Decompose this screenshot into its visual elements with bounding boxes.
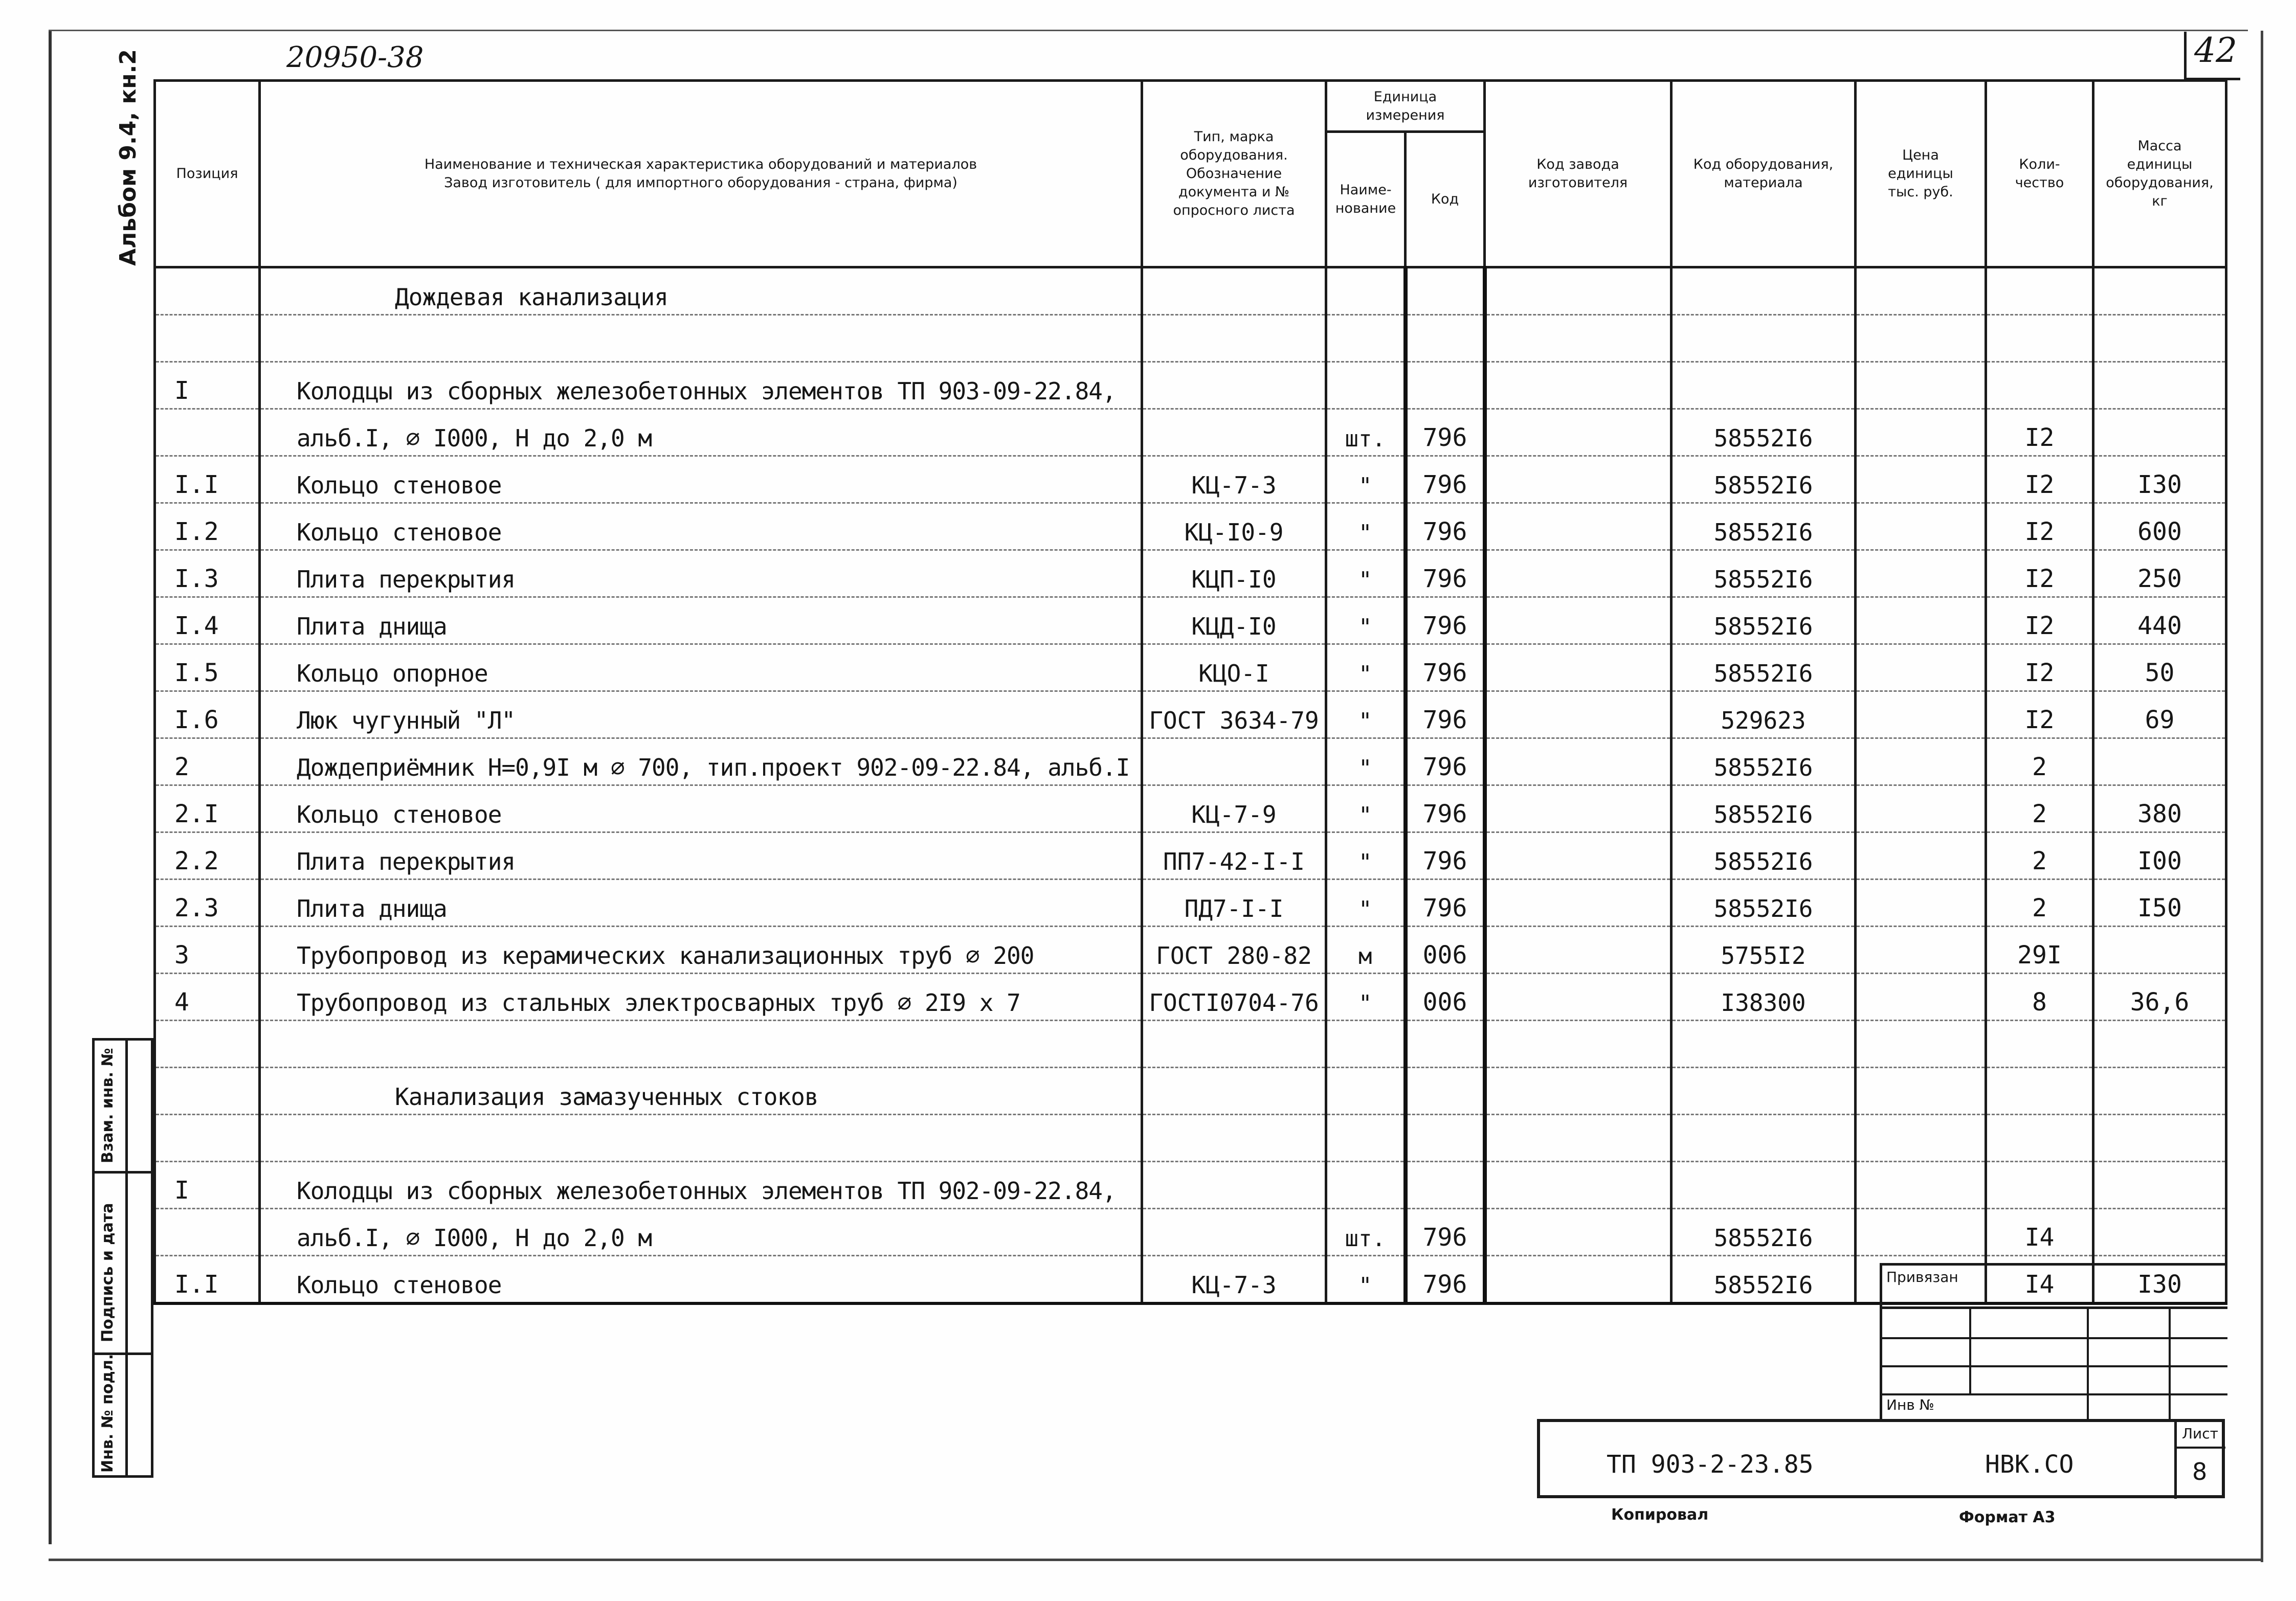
row-unit-name: шт.	[1326, 1209, 1406, 1256]
row-manufacturer-code	[1485, 550, 1671, 597]
table-row	[155, 927, 2226, 974]
row-mass	[2093, 1162, 2226, 1209]
row-equipment-code: 58552I6	[1671, 880, 1856, 927]
row-quantity: I2	[1986, 503, 2093, 550]
col-header-unit-name: Наиме- нование	[1326, 132, 1406, 267]
row-mass	[2093, 1209, 2226, 1256]
row-manufacturer-code	[1485, 1068, 1671, 1115]
row-type: КЦ-7-3	[1142, 1256, 1326, 1304]
row-name: Люк чугунный "Л"	[260, 691, 1142, 738]
sheet-number-handwritten: 42	[2194, 31, 2237, 70]
row-type: ГОСТ 3634-79	[1142, 691, 1326, 738]
table-row	[155, 974, 2226, 1021]
row-manufacturer-code	[1485, 1115, 1671, 1162]
row-quantity: I2	[1986, 691, 2093, 738]
row-name: Плита днища	[260, 880, 1142, 927]
row-equipment-code	[1671, 267, 1856, 315]
row-unit-name: "	[1326, 738, 1406, 785]
row-mass: 440	[2093, 597, 2226, 644]
row-unit-name: м	[1326, 927, 1406, 974]
row-manufacturer-code	[1485, 1209, 1671, 1256]
row-name: Плита перекрытия	[260, 550, 1142, 597]
row-equipment-code: 58552I6	[1671, 738, 1856, 785]
row-position	[155, 409, 260, 456]
row-mass: I30	[2093, 456, 2226, 503]
row-position	[155, 1115, 260, 1162]
outer-border-left	[49, 31, 52, 1544]
row-quantity	[1986, 362, 2093, 409]
row-mass: 36,6	[2093, 974, 2226, 1021]
row-price	[1856, 503, 1986, 550]
row-manufacturer-code	[1485, 409, 1671, 456]
row-unit-code: 796	[1406, 456, 1485, 503]
col-header-manufacturer-code: Код завода изготовителя	[1485, 81, 1671, 267]
row-name: Кольцо стеновое	[260, 785, 1142, 832]
row-unit-code: 796	[1406, 785, 1485, 832]
row-type	[1142, 1115, 1326, 1162]
row-equipment-code	[1671, 362, 1856, 409]
row-equipment-code	[1671, 1115, 1856, 1162]
row-name: Дождеприёмник Н=0,9I м ∅ 700, тип.проект 902-09-22.84, альб.I	[260, 738, 1142, 785]
row-quantity: I2	[1986, 550, 2093, 597]
table-row	[155, 550, 2226, 597]
col-header-unit-code: Код	[1406, 132, 1485, 267]
row-equipment-code	[1671, 1068, 1856, 1115]
doc-number-handwritten: 20950-38	[286, 41, 424, 74]
row-name: Канализация замазученных стоков	[260, 1068, 1142, 1115]
row-type	[1142, 1162, 1326, 1209]
row-type	[1142, 267, 1326, 315]
table-row	[155, 409, 2226, 456]
row-price	[1856, 691, 1986, 738]
row-unit-code: 796	[1406, 644, 1485, 691]
row-type	[1142, 1068, 1326, 1115]
binding-stamp	[1880, 1263, 2225, 1422]
row-unit-code: 796	[1406, 1209, 1485, 1256]
row-mass	[2093, 1021, 2226, 1068]
row-quantity: 8	[1986, 974, 2093, 1021]
row-name: Плита перекрытия	[260, 832, 1142, 880]
row-position: I.5	[155, 644, 260, 691]
row-name: Трубопровод из керамических канализационных труб ∅ 200	[260, 927, 1142, 974]
row-mass: I50	[2093, 880, 2226, 927]
row-mass: 69	[2093, 691, 2226, 738]
row-quantity: I2	[1986, 597, 2093, 644]
row-name: Кольцо опорное	[260, 644, 1142, 691]
row-name: Кольцо стеновое	[260, 1256, 1142, 1304]
inv-label: Инв №	[1886, 1396, 1934, 1413]
table-row	[155, 362, 2226, 409]
row-name: Колодцы из сборных железобетонных элементов ТП 903-09-22.84,	[260, 362, 1142, 409]
row-unit-code: 006	[1406, 927, 1485, 974]
row-mass	[2093, 362, 2226, 409]
row-manufacturer-code	[1485, 927, 1671, 974]
row-name	[260, 1021, 1142, 1068]
outer-border-top	[49, 30, 2248, 31]
row-price	[1856, 785, 1986, 832]
row-price	[1856, 315, 1986, 362]
col-header-position: Позиция	[155, 81, 260, 267]
table-row	[155, 832, 2226, 880]
row-mass: 50	[2093, 644, 2226, 691]
row-equipment-code: 5755I2	[1671, 927, 1856, 974]
row-unit-name: "	[1326, 550, 1406, 597]
table-row	[155, 1115, 2226, 1162]
row-unit-name	[1326, 1068, 1406, 1115]
row-mass	[2093, 1115, 2226, 1162]
row-position: I	[155, 362, 260, 409]
col-header-name: Наименование и техническая характеристика оборудований и материалов Завод изготовитель ( для импортного оборудования - страна, фирма)	[260, 81, 1142, 267]
row-quantity: 2	[1986, 785, 2093, 832]
row-equipment-code: 58552I6	[1671, 456, 1856, 503]
row-unit-code	[1406, 1162, 1485, 1209]
row-position	[155, 1021, 260, 1068]
row-unit-name: "	[1326, 832, 1406, 880]
row-type: КЦ-7-9	[1142, 785, 1326, 832]
row-price	[1856, 644, 1986, 691]
row-mass: I00	[2093, 832, 2226, 880]
row-quantity: I2	[1986, 456, 2093, 503]
row-manufacturer-code	[1485, 785, 1671, 832]
row-unit-code	[1406, 1021, 1485, 1068]
row-price	[1856, 880, 1986, 927]
row-mass: 250	[2093, 550, 2226, 597]
col-header-quantity: Коли- чество	[1986, 81, 2093, 267]
table-row	[155, 1068, 2226, 1115]
row-price	[1856, 362, 1986, 409]
row-unit-name	[1326, 362, 1406, 409]
table-row	[155, 1021, 2226, 1068]
row-position	[155, 1209, 260, 1256]
row-equipment-code	[1671, 1021, 1856, 1068]
row-unit-code: 796	[1406, 597, 1485, 644]
row-type: КЦ-7-3	[1142, 456, 1326, 503]
row-unit-code: 796	[1406, 1256, 1485, 1304]
row-unit-name: "	[1326, 503, 1406, 550]
row-type	[1142, 315, 1326, 362]
row-type: ПП7-42-I-I	[1142, 832, 1326, 880]
row-mass: I30	[2093, 1256, 2226, 1304]
row-quantity	[1986, 267, 2093, 315]
col-header-type: Тип, марка оборудования. Обозначение документа и № опросного листа	[1142, 81, 1326, 267]
row-mass: 380	[2093, 785, 2226, 832]
row-name: Кольцо стеновое	[260, 503, 1142, 550]
row-equipment-code: 58552I6	[1671, 550, 1856, 597]
row-manufacturer-code	[1485, 1162, 1671, 1209]
row-position	[155, 315, 260, 362]
sheet-value: 8	[2192, 1458, 2208, 1485]
row-price	[1856, 550, 1986, 597]
row-quantity: 29I	[1986, 927, 2093, 974]
row-position: I.4	[155, 597, 260, 644]
row-unit-code: 796	[1406, 880, 1485, 927]
row-name	[260, 315, 1142, 362]
row-position: 2.I	[155, 785, 260, 832]
margin-inv-podl: Инв. № подл.	[99, 1354, 117, 1473]
row-equipment-code	[1671, 1162, 1856, 1209]
row-type: КЦО-I	[1142, 644, 1326, 691]
project-code: ТП 903-2-23.85	[1607, 1450, 1814, 1479]
row-equipment-code: 58552I6	[1671, 597, 1856, 644]
row-unit-code	[1406, 315, 1485, 362]
row-unit-code: 796	[1406, 738, 1485, 785]
row-equipment-code	[1671, 315, 1856, 362]
doc-mark: НВК.СО	[1985, 1450, 2074, 1479]
row-quantity: 2	[1986, 738, 2093, 785]
row-price	[1856, 267, 1986, 315]
col-header-mass: Масса единицы оборудования, кг	[2093, 81, 2226, 267]
row-unit-code	[1406, 1115, 1485, 1162]
row-unit-code: 006	[1406, 974, 1485, 1021]
row-unit-code: 796	[1406, 550, 1485, 597]
row-type	[1142, 1209, 1326, 1256]
row-type	[1142, 1021, 1326, 1068]
title-block	[1537, 1419, 2225, 1498]
row-type: КЦП-I0	[1142, 550, 1326, 597]
row-unit-name	[1326, 267, 1406, 315]
row-name: Колодцы из сборных железобетонных элементов ТП 902-09-22.84,	[260, 1162, 1142, 1209]
table-row	[155, 267, 2226, 315]
table-row	[155, 880, 2226, 927]
row-position: I.2	[155, 503, 260, 550]
row-mass	[2093, 738, 2226, 785]
row-unit-name	[1326, 315, 1406, 362]
row-unit-name: "	[1326, 456, 1406, 503]
row-position	[155, 1068, 260, 1115]
row-position: I.3	[155, 550, 260, 597]
row-equipment-code: 58552I6	[1671, 1209, 1856, 1256]
row-type	[1142, 738, 1326, 785]
row-unit-code: 796	[1406, 691, 1485, 738]
row-price	[1856, 1068, 1986, 1115]
row-equipment-code: 58552I6	[1671, 503, 1856, 550]
row-unit-code: 796	[1406, 832, 1485, 880]
table-row	[155, 1162, 2226, 1209]
row-quantity: 2	[1986, 880, 2093, 927]
row-position	[155, 267, 260, 315]
row-position: I.6	[155, 691, 260, 738]
row-quantity	[1986, 1162, 2093, 1209]
row-name: альб.I, ∅ I000, Н до 2,0 м	[260, 1209, 1142, 1256]
row-unit-name: "	[1326, 691, 1406, 738]
row-quantity	[1986, 1115, 2093, 1162]
row-mass	[2093, 1068, 2226, 1115]
sheet-label: Лист	[2182, 1425, 2218, 1442]
row-quantity: 2	[1986, 832, 2093, 880]
format-label: Формат А3	[1959, 1508, 2056, 1526]
row-manufacturer-code	[1485, 503, 1671, 550]
row-manufacturer-code	[1485, 267, 1671, 315]
album-reference: Альбом 9.4, кн.2	[115, 49, 141, 266]
row-position: 2.2	[155, 832, 260, 880]
row-type	[1142, 409, 1326, 456]
row-type: КЦ-I0-9	[1142, 503, 1326, 550]
table-row	[155, 597, 2226, 644]
row-name: альб.I, ∅ I000, Н до 2,0 м	[260, 409, 1142, 456]
row-manufacturer-code	[1485, 644, 1671, 691]
row-quantity	[1986, 315, 2093, 362]
row-position: 3	[155, 927, 260, 974]
table-row	[155, 1209, 2226, 1256]
copied-label: Копировал	[1611, 1506, 1709, 1524]
row-manufacturer-code	[1485, 738, 1671, 785]
row-name: Трубопровод из стальных электросварных труб ∅ 2I9 х 7	[260, 974, 1142, 1021]
row-unit-code: 796	[1406, 503, 1485, 550]
row-type: ГОСТ 280-82	[1142, 927, 1326, 974]
row-unit-name: "	[1326, 880, 1406, 927]
row-price	[1856, 1162, 1986, 1209]
row-position: 4	[155, 974, 260, 1021]
row-price	[1856, 456, 1986, 503]
row-manufacturer-code	[1485, 1256, 1671, 1304]
row-type	[1142, 362, 1326, 409]
row-price	[1856, 1209, 1986, 1256]
row-unit-name	[1326, 1021, 1406, 1068]
row-manufacturer-code	[1485, 1021, 1671, 1068]
row-unit-name	[1326, 1115, 1406, 1162]
margin-signature-block	[92, 1038, 153, 1478]
row-equipment-code: 58552I6	[1671, 644, 1856, 691]
row-price	[1856, 974, 1986, 1021]
row-price	[1856, 1115, 1986, 1162]
row-equipment-code: 58552I6	[1671, 785, 1856, 832]
row-manufacturer-code	[1485, 315, 1671, 362]
row-name	[260, 1115, 1142, 1162]
row-type: ГОСТI0704-76	[1142, 974, 1326, 1021]
row-position: 2.3	[155, 880, 260, 927]
table-row	[155, 456, 2226, 503]
margin-podpis: Подпись и дата	[99, 1203, 117, 1342]
row-name: Плита днища	[260, 597, 1142, 644]
outer-border-right	[2261, 31, 2263, 1562]
row-name: Дождевая канализация	[260, 267, 1142, 315]
row-quantity	[1986, 1068, 2093, 1115]
outer-border-bottom	[49, 1559, 2263, 1561]
row-price	[1856, 597, 1986, 644]
row-equipment-code: 58552I6	[1671, 832, 1856, 880]
row-manufacturer-code	[1485, 362, 1671, 409]
table-row	[155, 738, 2226, 785]
row-unit-code	[1406, 362, 1485, 409]
table-row	[155, 785, 2226, 832]
row-unit-code	[1406, 267, 1485, 315]
row-position: I.I	[155, 1256, 260, 1304]
row-quantity: I2	[1986, 409, 2093, 456]
col-header-unit-group: Единица измерения	[1326, 81, 1485, 132]
row-quantity	[1986, 1021, 2093, 1068]
row-quantity: I2	[1986, 644, 2093, 691]
table-row	[155, 691, 2226, 738]
margin-vzam: Взам. инв. №	[99, 1048, 117, 1163]
col-header-equipment-code: Код оборудования, материала	[1671, 81, 1856, 267]
row-position: I.I	[155, 456, 260, 503]
row-unit-name: "	[1326, 597, 1406, 644]
row-unit-name: "	[1326, 644, 1406, 691]
row-unit-code: 796	[1406, 409, 1485, 456]
row-equipment-code: I38300	[1671, 974, 1856, 1021]
table-row	[155, 503, 2226, 550]
row-mass: 600	[2093, 503, 2226, 550]
row-manufacturer-code	[1485, 832, 1671, 880]
row-type: КЦД-I0	[1142, 597, 1326, 644]
row-mass	[2093, 267, 2226, 315]
row-unit-name: "	[1326, 1256, 1406, 1304]
row-manufacturer-code	[1485, 880, 1671, 927]
row-equipment-code: 529623	[1671, 691, 1856, 738]
row-unit-name: шт.	[1326, 409, 1406, 456]
row-equipment-code: 58552I6	[1671, 1256, 1856, 1304]
col-header-price: Цена единицы тыс. руб.	[1856, 81, 1986, 267]
row-price	[1856, 409, 1986, 456]
row-manufacturer-code	[1485, 974, 1671, 1021]
row-unit-name: "	[1326, 785, 1406, 832]
row-position: I	[155, 1162, 260, 1209]
row-type: ПД7-I-I	[1142, 880, 1326, 927]
row-unit-name: "	[1326, 974, 1406, 1021]
row-manufacturer-code	[1485, 456, 1671, 503]
row-manufacturer-code	[1485, 597, 1671, 644]
row-unit-code	[1406, 1068, 1485, 1115]
table-row	[155, 315, 2226, 362]
row-price	[1856, 1021, 1986, 1068]
row-unit-name	[1326, 1162, 1406, 1209]
row-mass	[2093, 927, 2226, 974]
row-mass	[2093, 409, 2226, 456]
row-name: Кольцо стеновое	[260, 456, 1142, 503]
row-quantity: I4	[1986, 1256, 2093, 1304]
linked-label: Привязан	[1886, 1269, 1958, 1286]
row-price	[1856, 927, 1986, 974]
row-manufacturer-code	[1485, 691, 1671, 738]
row-price	[1856, 832, 1986, 880]
row-position: 2	[155, 738, 260, 785]
row-quantity: I4	[1986, 1209, 2093, 1256]
row-equipment-code: 58552I6	[1671, 409, 1856, 456]
row-mass	[2093, 315, 2226, 362]
table-row	[155, 644, 2226, 691]
row-price	[1856, 738, 1986, 785]
specification-table	[153, 79, 2227, 1305]
